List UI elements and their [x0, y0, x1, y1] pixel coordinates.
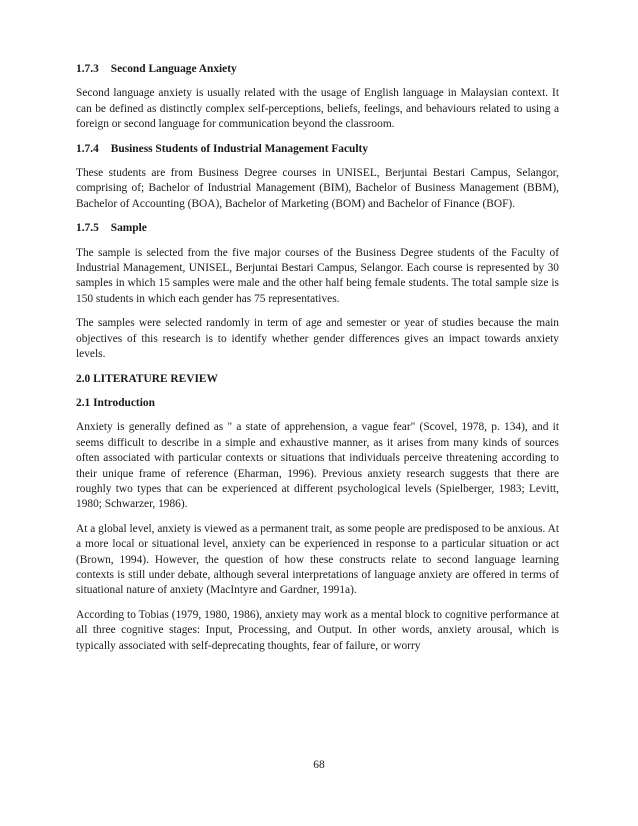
section-heading-1-7-3 [76, 62, 559, 77]
paragraph: Anxiety is generally defined as " a state of apprehension, a vague fear" (Scovel, 1978, p. 134), and it seems difficult to describe in a simple and exhaustive manner, as it arises from many kinds of sources often associated with particular contexts or situations that individuals perceive threatening according to their unique frame of reference (Eharman, 1996). Previous anxiety research suggests that there are roughly two types that can be experienced at different psychological levels (Spielberger, 1983; Levitt, 1980; Schwarzer, 1986). [76, 421, 559, 511]
chapter-heading: 2.0 LITERATURE REVIEW [76, 372, 218, 385]
section-title: Sample [110, 222, 147, 235]
section-heading-2-1: 2.1 Introduction [76, 396, 155, 409]
paragraph: Second language anxiety is usually related with the usage of English language in Malaysian context. It can be defined as distinctly complex self-perceptions, beliefs, feelings, and behaviours related to using a foreign or second language for communication beyond the classroom. [76, 87, 559, 131]
paragraph: According to Tobias (1979, 1980, 1986), anxiety may work as a mental block to cognitive performance at all three cognitive stages: Input, Processing, and Output. In other words, anxiety arousal, which is typically associated with self-deprecating thoughts, fear of failure, or worry [76, 608, 559, 652]
section-number: 1.7.5 [76, 222, 99, 235]
section-title: Business Students of Industrial Management Faculty [110, 142, 369, 155]
paragraph: These students are from Business Degree courses in UNISEL, Berjuntai Bestari Campus, Selangor, comprising of; Bachelor of Industrial Management (BIM), Bachelor of Business Management (BBM), Bachelor of Accounting (BOA), Bachelor of Marketing (BOM) and Bachelor of Finance (BOF). [76, 167, 559, 210]
paragraph: The sample is selected from the five major courses of the Business Degree students of the Faculty of Industrial Management, UNISEL, Berjuntai Bestari Campus, Selangor. Each course is represented by 30 samples in which 15 samples were male and the other half being female students. The total sample size is 150 students in which each gender has 75 representatives. [76, 246, 559, 305]
section-number: 1.7.4 [76, 142, 99, 155]
page-number: 68 [313, 759, 325, 771]
paragraph: The samples were selected randomly in term of age and semester or year of studies because the main objectives of this research is to identify whether gender differences gives an impact towards anxiety levels. [76, 317, 559, 361]
page-body [76, 62, 559, 663]
section-number: 1.7.3 [76, 63, 99, 75]
section-heading-1-7-4 [76, 142, 559, 157]
paragraph: At a global level, anxiety is viewed as a permanent trait, as some people are predisposed to be anxious. At a more local or situational level, anxiety can be experienced in response to a particular situation or act (Brown, 1994). However, the question of how these constructs relate to second language learning contexts is still under debate, although several interpretations of language anxiety are offered in terms of situational nature of anxiety (MacIntyre and Gardner, 1991a). [76, 522, 559, 597]
section-heading-1-7-5 [76, 221, 559, 236]
section-title: Second Language Anxiety [110, 63, 237, 75]
